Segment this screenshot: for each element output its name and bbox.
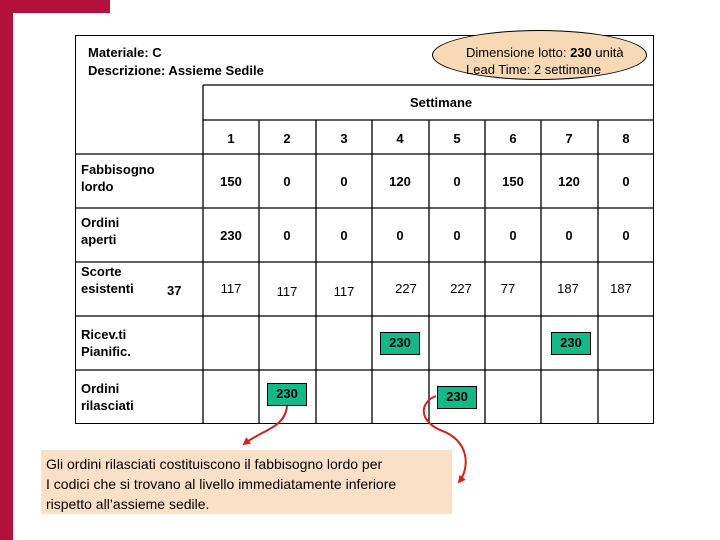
row-label-line: aperti (81, 232, 117, 247)
row-label-line: lordo (81, 179, 114, 194)
released-order-box: 230 (437, 386, 477, 409)
gross-req-cell: 0 (340, 174, 348, 189)
gross-req-cell: 120 (558, 174, 580, 189)
gross-req-cell: 150 (502, 174, 524, 189)
stock-cell: 77 (500, 281, 516, 296)
stock-cell: 117 (220, 281, 242, 296)
week-number: 7 (565, 131, 573, 146)
row-label-stock (81, 263, 134, 297)
gross-req-cell: 0 (453, 174, 461, 189)
description-label: Descrizione: Assieme Sedile (88, 63, 264, 78)
week-number: 4 (396, 131, 404, 146)
stock-cell: 187 (610, 281, 632, 296)
open-orders-cell: 0 (283, 228, 291, 243)
explanation-note (41, 450, 452, 514)
open-orders-cell: 230 (220, 228, 242, 243)
open-orders-cell: 0 (622, 228, 630, 243)
row-label-line: rilasciati (81, 398, 134, 413)
week-number: 5 (453, 131, 461, 146)
initial-stock-value: 37 (167, 283, 182, 298)
week-number: 1 (227, 131, 235, 146)
row-label-gross-requirement (81, 161, 155, 195)
lead-time-text: Lead Time: 2 settimane (466, 62, 602, 77)
stock-cell: 227 (450, 281, 472, 296)
material-label: Materiale: C (88, 45, 162, 60)
note-line: Gli ordini rilasciati costituiscono il fabbisogno lordo per (46, 456, 383, 472)
row-label-line: Ordini (81, 215, 120, 230)
open-orders-cell: 0 (453, 228, 461, 243)
weeks-header: Settimane (410, 95, 473, 110)
week-number: 2 (283, 131, 291, 146)
row-label-line: Ricev.ti (81, 327, 127, 342)
open-orders-cell: 0 (565, 228, 573, 243)
week-number: 8 (622, 131, 630, 146)
gross-req-cell: 120 (389, 174, 411, 189)
week-number: 3 (340, 131, 348, 146)
row-label-line: Pianific. (81, 344, 131, 359)
open-orders-cell: 0 (509, 228, 517, 243)
row-label-line: Fabbisogno (81, 162, 155, 177)
gross-req-cell: 0 (283, 174, 291, 189)
row-label-line: Ordini (81, 381, 120, 396)
row-label-planned-receipts (81, 326, 131, 360)
week-number: 6 (509, 131, 517, 146)
row-label-line: esistenti (81, 281, 134, 296)
stock-cell: 187 (557, 281, 579, 296)
note-line: rispetto all’assieme sedile. (46, 496, 210, 512)
planned-receipt-box: 230 (551, 332, 591, 355)
lot-size-value: 230 (570, 45, 592, 60)
planned-receipt-box: 230 (380, 332, 420, 355)
note-line: I codici che si trovano al livello immediatamente inferiore (46, 476, 397, 492)
row-label-released-orders (81, 380, 134, 414)
open-orders-cell: 0 (396, 228, 404, 243)
stock-cell: 117 (333, 284, 355, 299)
stock-cell: 117 (276, 284, 298, 299)
gross-req-cell: 150 (220, 174, 242, 189)
row-label-line: Scorte (81, 264, 122, 279)
released-order-box: 230 (267, 383, 307, 406)
lot-size-suffix: unità (591, 45, 624, 60)
gross-req-cell: 0 (622, 174, 630, 189)
open-orders-cell: 0 (340, 228, 348, 243)
lot-size-prefix: Dimensione lotto: (466, 45, 571, 60)
stock-cell: 227 (395, 281, 417, 296)
row-label-open-orders (81, 214, 119, 248)
